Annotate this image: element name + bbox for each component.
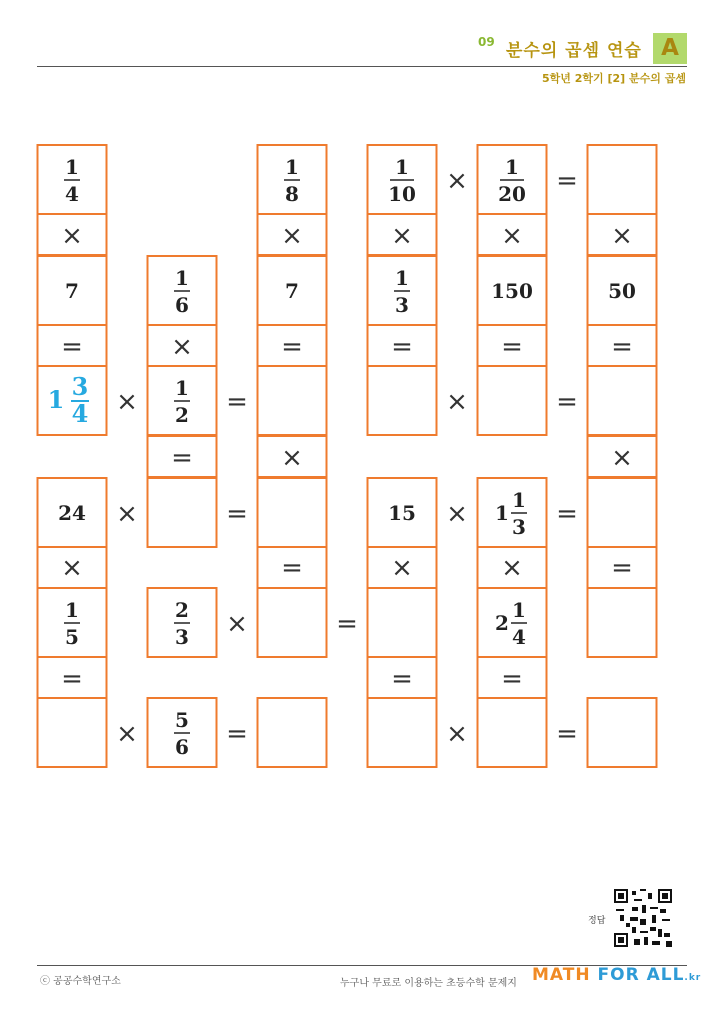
qr-code-icon[interactable] [614,889,672,947]
equals-sign: = [281,332,303,362]
times-sign: × [611,443,633,473]
answer-box[interactable] [588,588,657,657]
equals-sign: = [171,443,193,473]
fraction [174,598,190,649]
equals-sign: = [556,499,578,529]
answer-box[interactable] [588,698,657,767]
answer-box[interactable] [258,588,327,657]
equals-sign: = [281,553,303,583]
level-badge: A [653,33,687,64]
answer-box[interactable] [258,698,327,767]
denominator: 6 [175,735,189,759]
times-sign: × [281,443,303,473]
fraction [284,155,300,206]
denominator: 3 [395,293,409,317]
equals-sign: = [336,609,358,639]
answer-box[interactable] [588,478,657,547]
worksheet-number: 09 [478,35,495,49]
worksheet-title: 분수의 곱셈 연습 [506,41,642,61]
times-sign: × [446,166,468,196]
logo-accent: FOR ALL [597,965,685,985]
equals-sign: = [61,664,83,694]
whole-number: 7 [285,279,299,303]
times-sign: × [61,221,83,251]
numerator: 1 [395,266,409,290]
denominator: 6 [175,293,189,317]
logo-suffix: .kr [684,973,702,983]
equals-sign: = [391,664,413,694]
denominator: 10 [388,182,416,206]
whole-part: 1 [495,501,509,525]
fraction [174,376,190,427]
times-sign: × [391,221,413,251]
denominator: 3 [512,515,526,539]
answer-box[interactable] [368,366,437,435]
answer-box[interactable] [588,145,657,214]
equals-sign: = [226,387,248,417]
times-sign: × [61,553,83,583]
whole-number: 15 [388,501,416,525]
equals-sign: = [556,387,578,417]
times-sign: × [501,553,523,583]
numerator: 1 [505,155,519,179]
numerator: 5 [175,708,189,732]
whole-number: 150 [491,279,533,303]
times-sign: × [446,387,468,417]
times-sign: × [501,221,523,251]
answer-box[interactable] [478,366,547,435]
times-sign: × [116,719,138,749]
denominator: 4 [71,399,89,428]
equals-sign: = [226,719,248,749]
whole-part: 1 [47,385,65,414]
equals-sign: = [501,664,523,694]
answer-key-label: 정답 [588,916,606,926]
whole-number: 50 [608,279,636,303]
answer-box[interactable] [588,366,657,435]
math-for-all-logo[interactable] [532,965,701,985]
whole-number: 24 [58,501,86,525]
equals-sign: = [611,332,633,362]
equals-sign: = [556,719,578,749]
numerator: 1 [395,155,409,179]
copyright-text: ⓒ 공공수학연구소 [40,976,121,987]
footer-tagline: 누구나 무료로 이용하는 초등수학 문제지 [340,978,517,989]
answer-box[interactable] [258,366,327,435]
logo-main: MATH [532,965,591,985]
fraction [174,708,190,759]
numerator: 1 [512,488,526,512]
numerator: 1 [175,376,189,400]
equals-sign: = [556,166,578,196]
fraction [174,266,190,317]
equals-sign: = [391,332,413,362]
denominator: 5 [65,625,79,649]
times-sign: × [226,609,248,639]
answer-box[interactable] [368,588,437,657]
numerator: 2 [175,598,189,622]
times-sign: × [171,332,193,362]
equals-sign: = [226,499,248,529]
times-sign: × [611,221,633,251]
denominator: 20 [498,182,526,206]
times-sign: × [116,499,138,529]
denominator: 8 [285,182,299,206]
numerator: 3 [71,372,89,401]
denominator: 3 [175,625,189,649]
denominator: 4 [512,625,526,649]
times-sign: × [446,499,468,529]
equals-sign: = [611,553,633,583]
times-sign: × [116,387,138,417]
times-sign: × [391,553,413,583]
times-sign: × [446,719,468,749]
fraction [64,155,80,206]
times-sign: × [281,221,303,251]
denominator: 2 [175,403,189,427]
whole-part: 2 [495,611,509,635]
answer-box[interactable] [368,698,437,767]
answer-box[interactable] [148,478,217,547]
equals-sign: = [501,332,523,362]
answer-box[interactable] [38,698,107,767]
numerator: 1 [65,155,79,179]
equals-sign: = [61,332,83,362]
whole-number: 7 [65,279,79,303]
fraction [394,266,410,317]
worksheet-subtitle: 5학년 2학기 [2] 분수의 곱셈 [542,72,686,85]
numerator: 1 [285,155,299,179]
numerator: 1 [512,598,526,622]
fraction [64,598,80,649]
answer-box[interactable] [478,698,547,767]
answer-box[interactable] [258,478,327,547]
numerator: 1 [175,266,189,290]
denominator: 4 [65,182,79,206]
numerator: 1 [65,598,79,622]
